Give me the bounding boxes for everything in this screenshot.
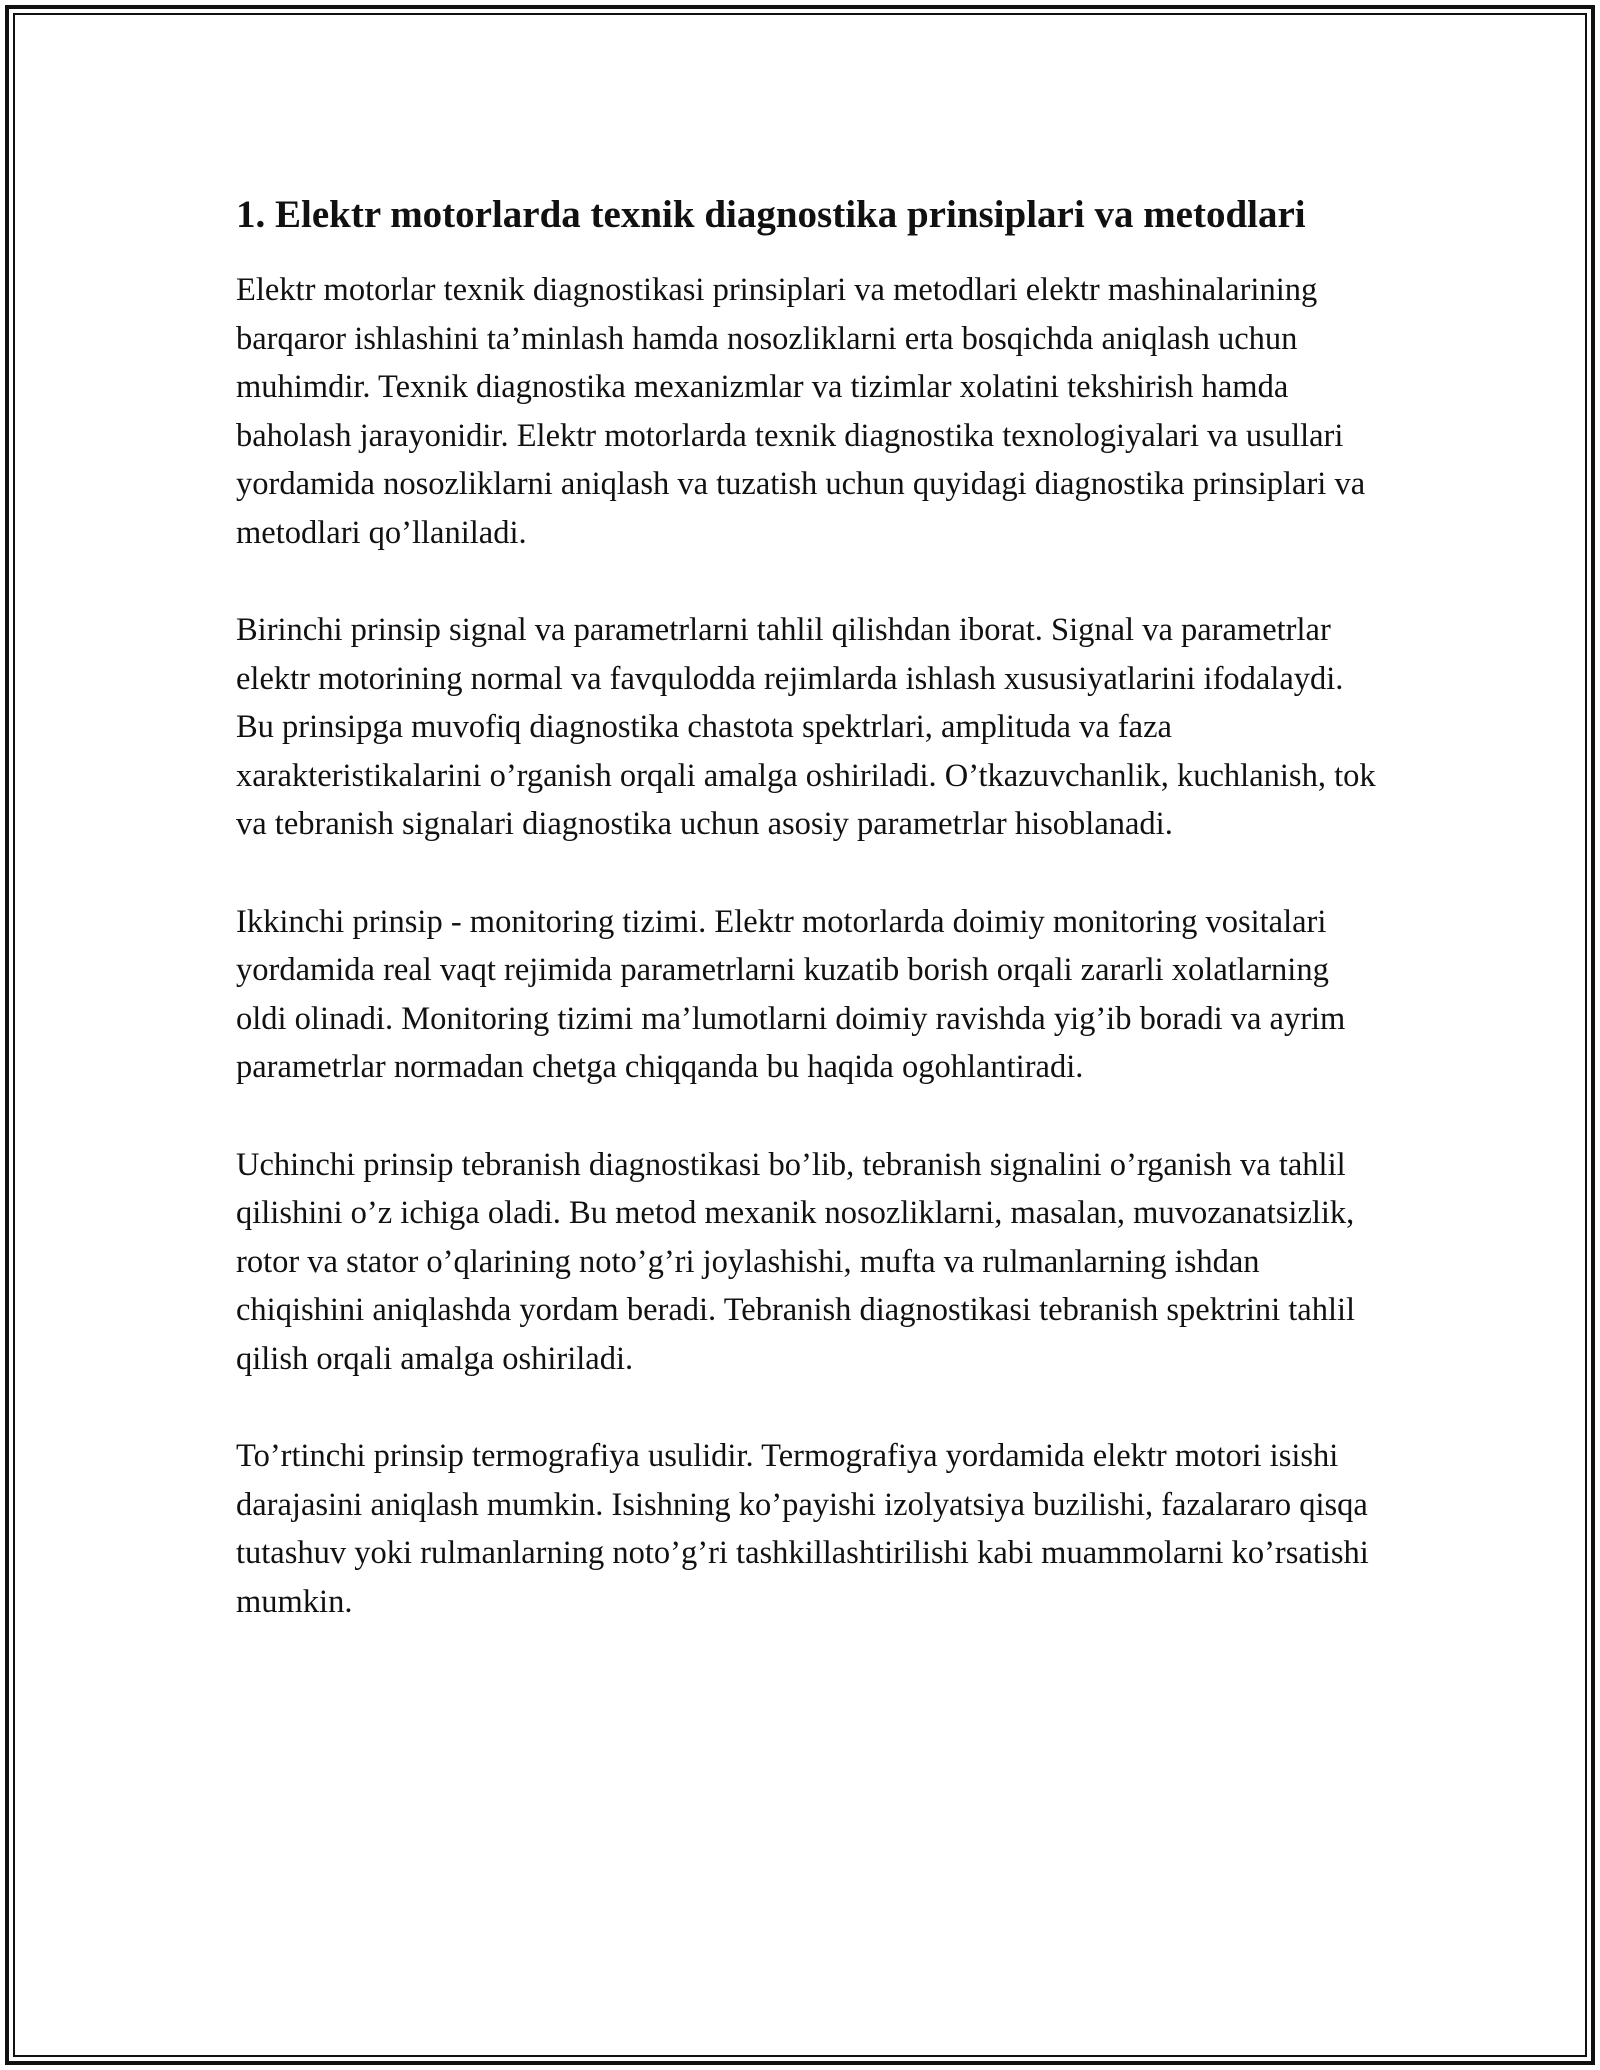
section-heading: 1. Elektr motorlarda texnik diagnostika prinsiplari va metodlari [236, 193, 1306, 236]
paragraph-intro: Elektr motorlar texnik diagnostikasi prinsiplari va metodlari elektr mashinalarining barqaror ishlashini ta’minlash hamda nosozliklarni erta bosqichda aniqlash uchun muhimdir. Texnik diagnostika mexanizmlar va tizimlar xolatini tekshirish hamda baholash jarayonidir. Elektr motorlarda texnik diagnostika texnologiyalari va usullari yordamida nosozliklarni aniqlash va tuzatish uchun quyidagi diagnostika prinsiplari va metodlari qo’llaniladi. [236, 272, 1366, 551]
paragraph-second-principle: Ikkinchi prinsip - monitoring tizimi. Elektr motorlarda doimiy monitoring vositalari yordamida real vaqt rejimida parametrlarni kuzatib borish orqali zararli xolatlarning oldi olinadi. Monitoring tizimi ma’lumotlarni doimiy ravishda yig’ib boradi va ayrim parametrlar normadan chetga chiqqanda bu haqida ogohlantiradi. [236, 903, 1346, 1085]
paragraph-third-principle: Uchinchi prinsip tebranish diagnostikasi bo’lib, tebranish signalini o’rganish va tahlil qilishini o’z ichiga oladi. Bu metod mexanik nosozliklarni, masalan, muvozanatsizlik, rotor va stator o’qlarining noto’g’ri joylashishi, mufta va rulmanlarning ishdan chiqishini aniqlashda yordam beradi. Tebranish diagnostikasi tebranish spektrini tahlil qilish orqali amalga oshiriladi. [236, 1146, 1356, 1377]
paragraph-fourth-principle: To’rtinchi prinsip termografiya usulidir. Termografiya yordamida elektr motori isishi darajasini aniqlash mumkin. Isishning ko’payishi izolyatsiya buzilishi, fazalararo qisqa tutashuv yoki rulmanlarning noto’g’ri tashkillashtirilishi kabi muammolarni ko’rsatishi mumkin. [236, 1438, 1369, 1620]
paragraph-first-principle: Birinchi prinsip signal va parametrlarni tahlil qilishdan iborat. Signal va parametrlar elektr motorining normal va favqulodda rejimlarda ishlash xususiyatlarini ifodalaydi. Bu prinsipga muvofiq diagnostika chastota spektrlari, amplituda va faza xarakteristikalarini o’rganish orqali amalga oshiriladi. O’tkazuvchanlik, kuchlanish, tok va tebranish signalari diagnostika uchun asosiy parametrlar hisoblanadi. [236, 612, 1376, 842]
document-body [236, 187, 1376, 1675]
